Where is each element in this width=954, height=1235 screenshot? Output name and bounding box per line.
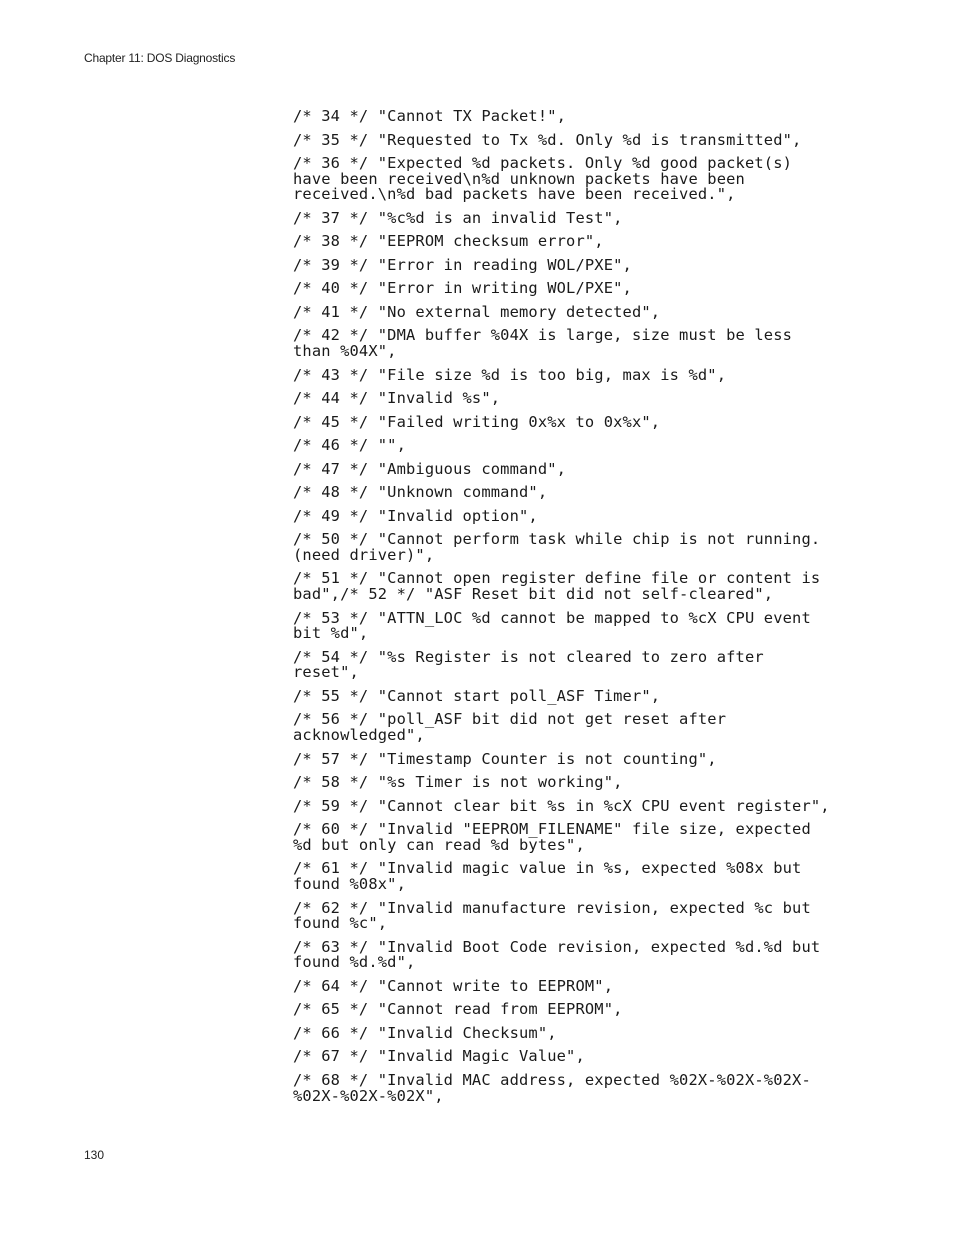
code-line-48: /* 48 */ "Unknown command",	[293, 483, 548, 502]
code-line-45: /* 45 */ "Failed writing 0x%x to 0x%x",	[293, 412, 661, 431]
running-header: Chapter 11: DOS Diagnostics	[84, 51, 236, 65]
code-line-41: /* 41 */ "No external memory detected",	[293, 302, 661, 321]
error-message-code-listing	[293, 109, 838, 1112]
code-line-61: /* 61 */ "Invalid magic value in %s, expected %08x but found %08x",	[293, 859, 811, 894]
code-line-47: /* 47 */ "Ambiguous command",	[293, 459, 567, 478]
code-line-34: /* 34 */ "Cannot TX Packet!",	[293, 107, 567, 125]
code-line-59: /* 59 */ "Cannot clear bit %s in %cX CPU event register",	[293, 796, 830, 815]
code-line-38: /* 38 */ "EEPROM checksum error",	[293, 232, 604, 251]
code-line-37: /* 37 */ "%c%d is an invalid Test",	[293, 208, 623, 227]
code-line-58: /* 58 */ "%s Timer is not working",	[293, 773, 623, 792]
code-line-46: /* 46 */ "",	[293, 436, 406, 455]
code-line-51-52: /* 51 */ "Cannot open register define file or content is bad",/* 52 */ "ASF Reset bit did not self-cleared",	[293, 569, 830, 604]
code-line-42: /* 42 */ "DMA buffer %04X is large, size must be less than %04X",	[293, 326, 802, 361]
code-line-68: /* 68 */ "Invalid MAC address, expected %02X-%02X-%02X-%02X-%02X-%02X",	[293, 1070, 811, 1105]
code-line-55: /* 55 */ "Cannot start poll_ASF Timer",	[293, 686, 661, 705]
code-line-35: /* 35 */ "Requested to Tx %d. Only %d is transmitted",	[293, 130, 802, 149]
code-line-56: /* 56 */ "poll_ASF bit did not get reset after acknowledged",	[293, 710, 736, 745]
code-line-43: /* 43 */ "File size %d is too big, max is %d",	[293, 365, 727, 384]
code-line-53: /* 53 */ "ATTN_LOC %d cannot be mapped to %cX CPU event bit %d",	[293, 608, 821, 643]
code-line-50: /* 50 */ "Cannot perform task while chip is not running. (need driver)",	[293, 530, 830, 564]
code-line-40: /* 40 */ "Error in writing WOL/PXE",	[293, 279, 632, 298]
page-number: 130	[84, 1148, 105, 1162]
code-line-65: /* 65 */ "Cannot read from EEPROM",	[293, 1000, 623, 1019]
code-line-44: /* 44 */ "Invalid %s",	[293, 389, 501, 408]
code-line-39: /* 39 */ "Error in reading WOL/PXE",	[293, 255, 632, 274]
code-line-36: /* 36 */ "Expected %d packets. Only %d good packet(s) have been received\n%d unknown packets have been received.\n%d bad packets have been received.",	[293, 154, 802, 204]
code-line-54: /* 54 */ "%s Register is not cleared to zero after reset",	[293, 647, 774, 682]
code-line-60: /* 60 */ "Invalid "EEPROM_FILENAME" file size, expected %d but only can read %d bytes",	[293, 820, 821, 854]
code-line-67: /* 67 */ "Invalid Magic Value",	[293, 1047, 585, 1066]
code-line-62: /* 62 */ "Invalid manufacture revision, expected %c but found %c",	[293, 898, 821, 933]
code-line-57: /* 57 */ "Timestamp Counter is not counting",	[293, 749, 717, 768]
code-line-66: /* 66 */ "Invalid Checksum",	[293, 1023, 557, 1042]
code-line-64: /* 64 */ "Cannot write to EEPROM",	[293, 976, 614, 995]
code-line-49: /* 49 */ "Invalid option",	[293, 506, 538, 525]
code-line-63: /* 63 */ "Invalid Boot Code revision, expected %d.%d but found %d.%d",	[293, 937, 830, 972]
